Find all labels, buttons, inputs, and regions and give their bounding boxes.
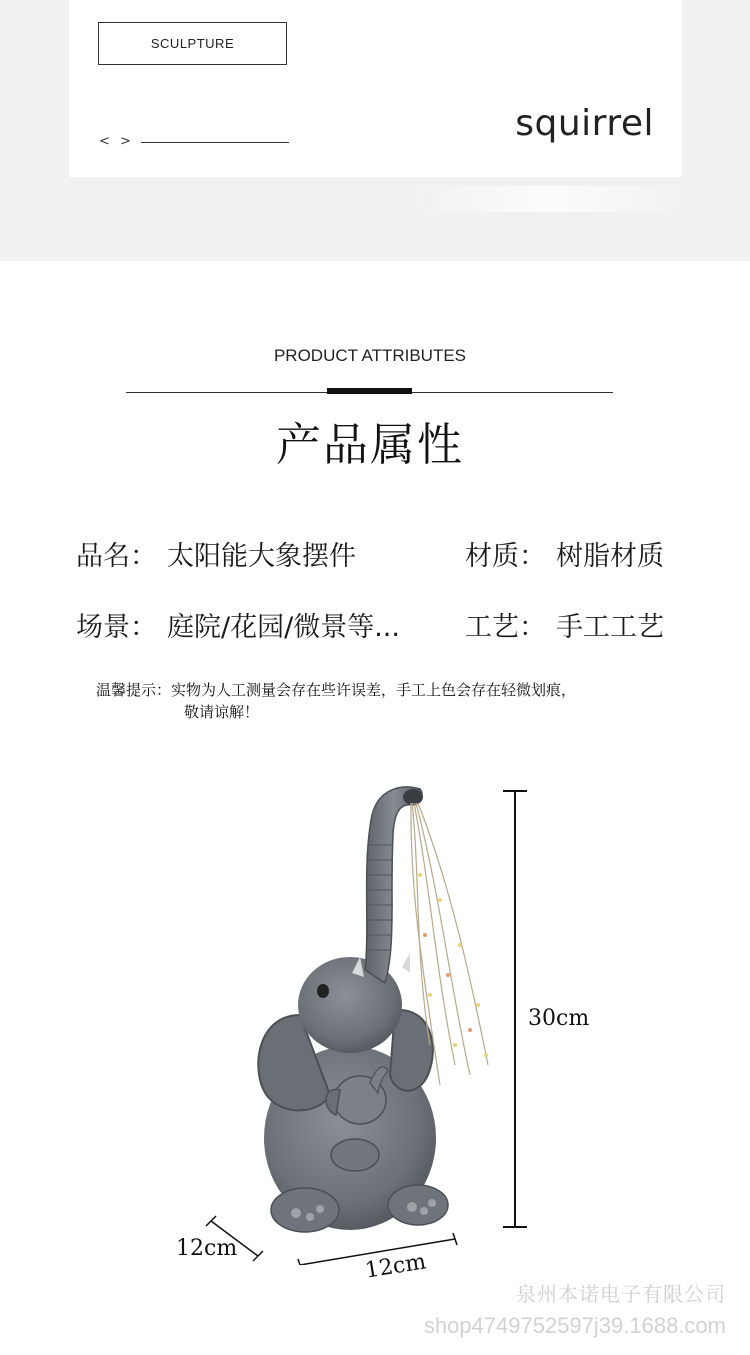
carousel-divider	[141, 142, 289, 143]
attr-craft-value: 手工工艺	[556, 612, 664, 643]
notice-line-2: 敬请谅解！	[184, 703, 260, 721]
elephant-figure	[258, 787, 448, 1232]
product-illustration	[0, 745, 750, 1265]
attr-scene-value: 庭院/花园/微景等...	[167, 612, 400, 643]
attr-scene-label: 场景：	[76, 612, 157, 643]
attr-craft	[465, 605, 664, 644]
category-tag: SCULPTURE	[98, 22, 287, 65]
attr-name-value: 太阳能大象摆件	[167, 541, 356, 572]
attr-craft-label: 工艺：	[465, 612, 546, 643]
attr-material-label: 材质：	[465, 541, 546, 572]
depth-label: 12cm	[176, 1236, 238, 1261]
watermark-shop-url: shop4749752597j39.1688.com	[423, 1313, 726, 1338]
attr-name-label: 品名：	[76, 541, 157, 572]
notice-line-1: 温馨提示：实物为人工测量会存在些许误差，手工上色会存在轻微划痕，	[96, 681, 577, 699]
attr-scene	[76, 605, 400, 644]
product-card[interactable]	[69, 0, 682, 177]
card-shadow	[410, 186, 690, 212]
card-product-name: squirrel	[515, 103, 654, 144]
section-accent-bar	[327, 388, 412, 394]
height-dimension	[503, 791, 527, 1227]
section-title-cn: 产品属性	[275, 418, 464, 471]
height-label: 30cm	[528, 1006, 590, 1031]
watermark-company: 泉州本诺电子有限公司	[516, 1282, 726, 1306]
section-title-en: PRODUCT ATTRIBUTES	[273, 346, 467, 365]
attr-material	[465, 534, 664, 573]
attr-material-value: 树脂材质	[556, 541, 664, 572]
notice	[96, 679, 696, 723]
width-label: 12cm	[363, 1249, 428, 1284]
attr-name	[76, 534, 356, 573]
carousel-arrows[interactable]: < >	[99, 134, 134, 149]
